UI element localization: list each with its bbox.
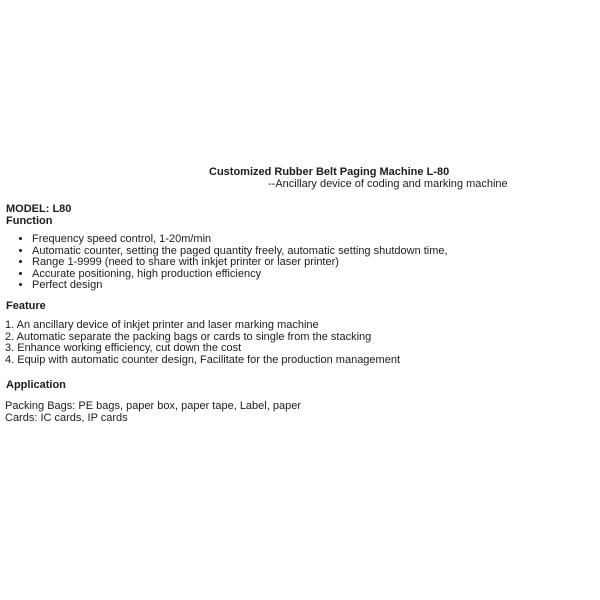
model-function-block — [6, 203, 71, 227]
application-line: Cards: IC cards, IP cards — [5, 411, 128, 424]
function-list — [0, 234, 448, 292]
product-subtitle: --Ancillary device of coding and marking machine — [268, 178, 508, 190]
application-lines — [5, 401, 301, 424]
model-label: MODEL: L80 — [6, 203, 72, 215]
feature-item: 2. Automatic separate the packing bags or cards to single from the stacking — [5, 330, 372, 343]
product-title: Customized Rubber Belt Paging Machine L-80 — [209, 166, 450, 178]
application-line: Packing Bags: PE bags, paper box, paper tape, Label, paper — [5, 400, 301, 412]
feature-item: 4. Equip with automatic counter design, Facilitate for the production management — [5, 353, 401, 366]
function-item: • Range 1-9999 (need to share with inkjet printer or laser printer) — [32, 257, 448, 269]
feature-heading: Feature — [6, 300, 46, 312]
feature-item: 3. Enhance working efficiency, cut down the cost — [5, 342, 242, 354]
function-item: • Perfect design — [32, 280, 448, 292]
feature-item: 1. An ancillary device of inkjet printer and laser marking machine — [5, 319, 319, 331]
function-heading: Function — [6, 215, 53, 227]
application-heading: Application — [6, 379, 66, 391]
function-item: • Accurate positioning, high production efficiency — [32, 269, 448, 281]
function-item: • Frequency speed control, 1-20m/min — [32, 234, 448, 246]
function-item: • Automatic counter, setting the paged quantity freely, automatic setting shutdown time, — [32, 246, 448, 258]
feature-list — [5, 320, 400, 366]
